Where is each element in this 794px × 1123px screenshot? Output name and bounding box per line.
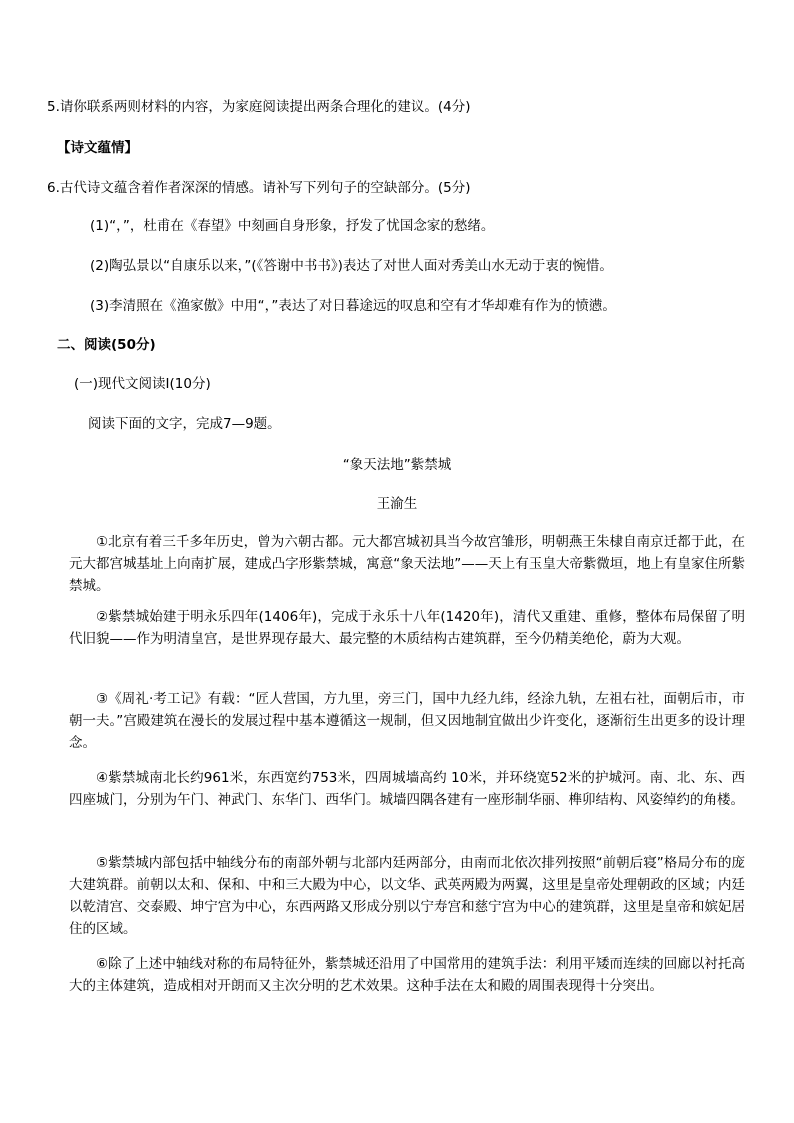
question-6-item-2: (2)陶弘景以“自康乐以来，”(《答谢中书书》)表达了对世人面对秀美山水无动于衷的惋惜。 (90, 258, 613, 274)
subsection-title: (一)现代文阅读Ⅰ(10分) (74, 376, 211, 392)
article-paragraph-4: ④紫禁城南北长约961米，东西宽约753米，四周城墙高约 10米，并环绕宽52米的护城河。南、北、东、西四座城门，分别为午门、神武门、东华门、西华门。城墙四隅各建有一座形制华丽、榫卯结构、风姿绰约的角楼。 (69, 770, 745, 808)
article-paragraph-3: ③《周礼·考工记》有载：“匠人营国，方九里，旁三门，国中九经九纬，经涂九轨，左祖右社，面朝后市，市朝一夫。”宫殿建筑在漫长的发展过程中基本遵循这一规制，但又因地制宜做出少许变化，逐渐衍生出更多的设计理念。 (69, 691, 745, 751)
article-author: 王渝生 (376, 496, 418, 512)
question-5: 5.请你联系两则材料的内容，为家庭阅读提出两条合理化的建议。(4分) (47, 99, 471, 115)
question-6-item-3: (3)李清照在《渔家傲》中用“，”表达了对日暮途远的叹息和空有才华却难有作为的愤懑。 (90, 298, 616, 314)
section-heading-poetry: 【诗文蕴情】 (57, 140, 138, 156)
article-paragraph-1: ①北京有着三千多年历史，曾为六朝古都。元大都宫城初具当今故宫雏形，明朝燕王朱棣自南京迁都于此，在元大都宫城基址上向南扩展，建成凸字形紫禁城，寓意“象天法地”——天上有玉皇大帝紫微垣，地上有皇家住所紫禁城。 (69, 534, 745, 594)
question-6-item-1: (1)“，”，杜甫在《春望》中刻画自身形象，抒发了忧国念家的愁绪。 (90, 218, 495, 234)
reading-instruction: 阅读下面的文字，完成7—9题。 (88, 416, 281, 432)
section-2-title: 二、阅读(50分) (57, 337, 156, 353)
question-6: 6.古代诗文蕴含着作者深深的情感。请补写下列句子的空缺部分。(5分) (47, 180, 471, 196)
article-title: “象天法地”紫禁城 (342, 457, 452, 473)
article-paragraph-6: ⑥除了上述中轴线对称的布局特征外，紫禁城还沿用了中国常用的建筑手法：利用平矮而连续的回廊以衬托高大的主体建筑，造成相对开朗而又主次分明的艺术效果。这种手法在太和殿的周围表现得十分突出。 (69, 956, 745, 994)
article-paragraph-5: ⑤紫禁城内部包括中轴线分布的南部外朝与北部内廷两部分，由南而北依次排列按照“前朝后寝”格局分布的庞大建筑群。前朝以太和、保和、中和三大殿为中心，以文华、武英两殿为两翼，这里是皇帝处理朝政的区域；内廷以乾清宫、交泰殿、坤宁宫为中心，东西两路又形成分别以宁寿宫和慈宁宫为中心的建筑群，这里是皇帝和嫔妃居住的区域。 (69, 855, 745, 937)
article-paragraph-2: ②紫禁城始建于明永乐四年(1406年)，完成于永乐十八年(1420年)，清代又重建、重修，整体布局保留了明代旧貌——作为明清皇宫，是世界现存最大、最完整的木质结构古建筑群，至今仍精美绝伦，蔚为大观。 (69, 609, 745, 647)
